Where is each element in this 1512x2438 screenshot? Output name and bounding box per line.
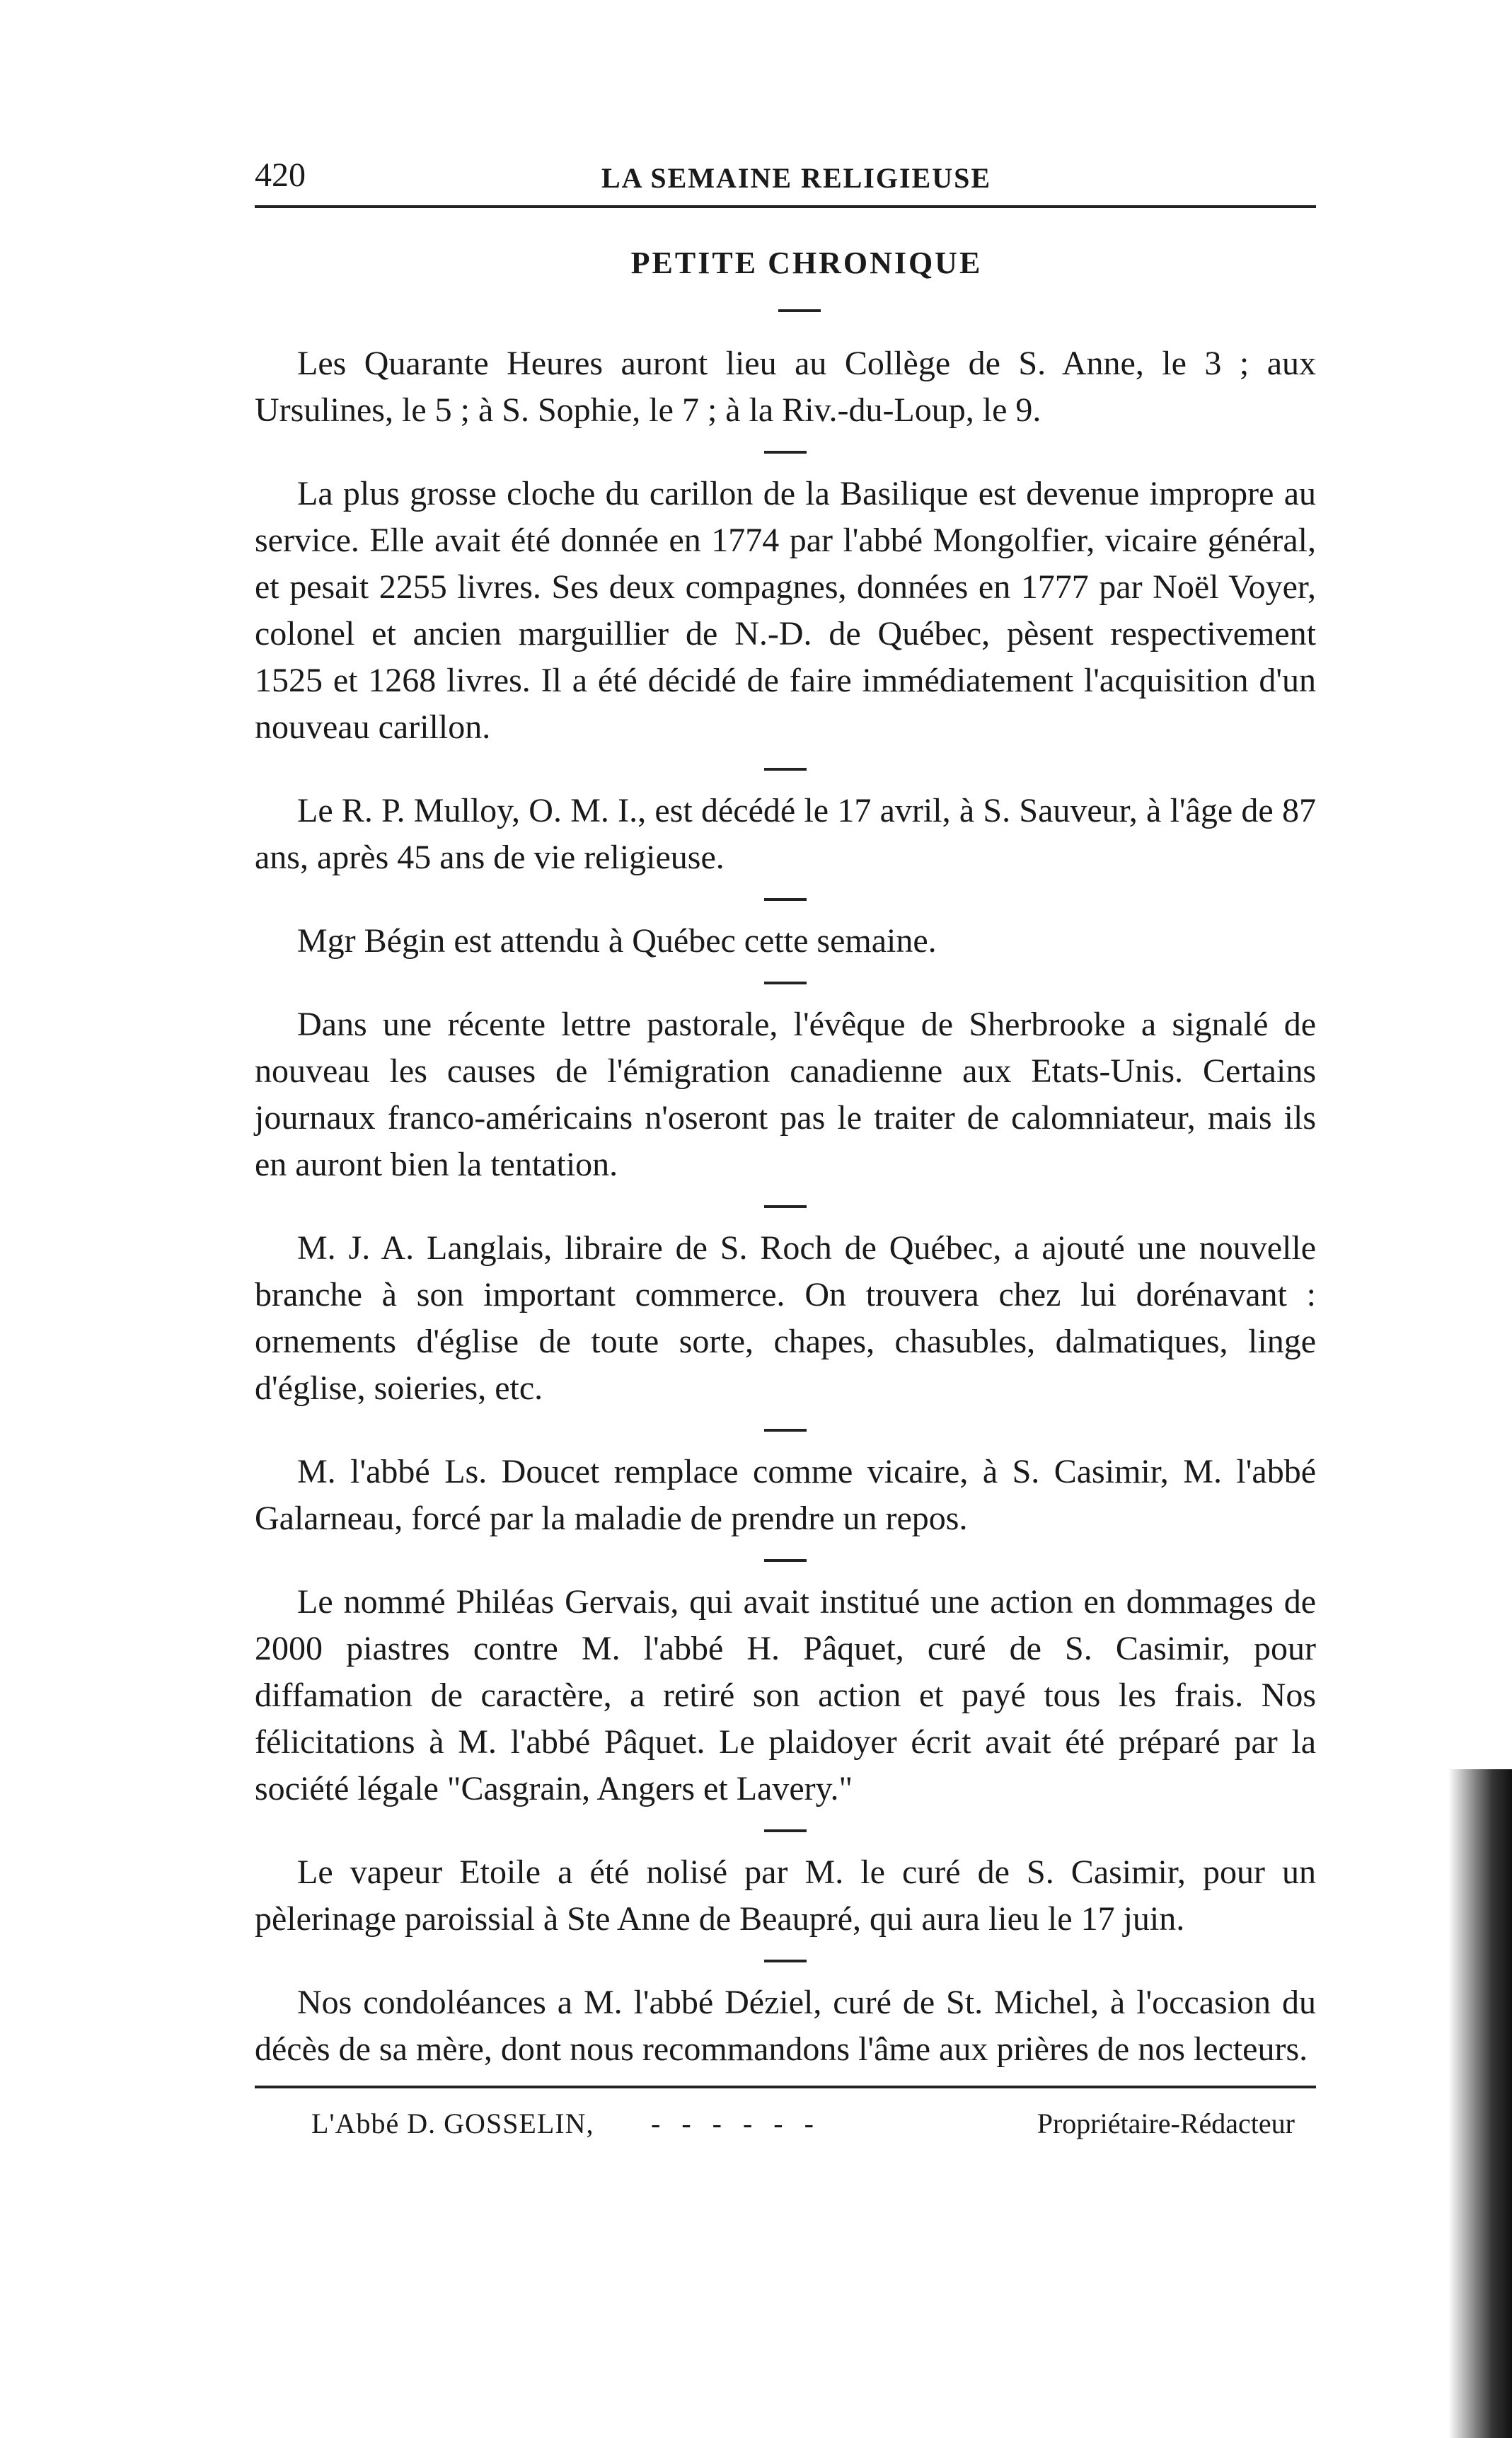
separator: [778, 309, 821, 312]
separator: [764, 451, 807, 454]
separator: [764, 1829, 807, 1832]
separator: [764, 768, 807, 771]
editor-role: Propriétaire-Rédacteur: [1037, 2108, 1295, 2139]
scan-edge-shadow: [1448, 1769, 1512, 2438]
page-number: 420: [255, 156, 306, 194]
separator: [764, 898, 807, 901]
page: [255, 142, 1316, 2152]
news-item: Le R. P. Mulloy, O. M. I., est décédé le 17 avril, à S. Sauveur, à l'âge de 87 ans, après 45 ans de vie religieuse.: [255, 792, 1316, 876]
news-item: Les Quarante Heures auront lieu au Collège de S. Anne, le 3 ; aux Ursulines, le 5 ; à S. Sophie, le 7 ; à la Riv.-du-Loup, le 9.: [255, 345, 1316, 429]
editor-name: L'Abbé D. GOSSELIN,: [311, 2108, 594, 2139]
news-item: Nos condoléances a M. l'abbé Déziel, curé de St. Michel, à l'occasion du décès de sa mère, dont nous recommandons l'âme aux prières de nos lecteurs.: [255, 1984, 1316, 2068]
news-item: Le vapeur Etoile a été nolisé par M. le curé de S. Casimir, pour un pèlerinage paroissial à Ste Anne de Beaupré, qui aura lieu le 17 juin.: [255, 1853, 1316, 1938]
separator: [764, 982, 807, 984]
separator: [764, 1559, 807, 1562]
section-title: PETITE CHRONIQUE: [630, 246, 983, 280]
page-header: [255, 142, 1316, 208]
news-item: M. J. A. Langlais, libraire de S. Roch de Québec, a ajouté une nouvelle branche à son important commerce. On trouvera chez lui dorénavant : ornements d'église de toute sorte, chapes, chasubles, dalmatiques, linge d'église, soieries, etc.: [255, 1229, 1316, 1407]
running-head: LA SEMAINE RELIGIEUSE: [601, 162, 992, 194]
footer-dots: - - - - - -: [651, 2108, 821, 2139]
separator: [764, 1205, 807, 1208]
news-item: Le nommé Philéas Gervais, qui avait institué une action en dommages de 2000 piastres contre M. l'abbé H. Pâquet, curé de S. Casimir, pour diffamation de caractère, a retiré son action et payé tous les frais. Nos félicitations à M. l'abbé Pâquet. Le plaidoyer écrit avait été préparé par la société légale "Casgrain, Angers et Lavery.": [255, 1583, 1316, 1807]
news-item: M. l'abbé Ls. Doucet remplace comme vicaire, à S. Casimir, M. l'abbé Galarneau, forcé par la maladie de prendre un repos.: [255, 1453, 1316, 1537]
news-item: La plus grosse cloche du carillon de la Basilique est devenue impropre au service. Elle avait été donnée en 1774 par l'abbé Mongolfier, vicaire général, et pesait 2255 livres. Ses deux compagnes, données en 1777 par Noël Voyer, colonel et ancien marguillier de N.-D. de Québec, pèsent respectivement 1525 et 1268 livres. Il a été décidé de faire immédiatement l'acquisition d'un nouveau carillon.: [255, 475, 1316, 746]
separator: [764, 1429, 807, 1432]
separator: [764, 1960, 807, 1962]
news-item: Mgr Bégin est attendu à Québec cette semaine.: [297, 922, 937, 960]
page-footer: [255, 2086, 1316, 2152]
news-item: Dans une récente lettre pastorale, l'évêque de Sherbrooke a signalé de nouveau les causes de l'émigration canadienne aux Etats-Unis. Certains journaux franco-américains n'oseront pas le traiter de calomniateur, mais ils en auront bien la tentation.: [255, 1006, 1316, 1183]
